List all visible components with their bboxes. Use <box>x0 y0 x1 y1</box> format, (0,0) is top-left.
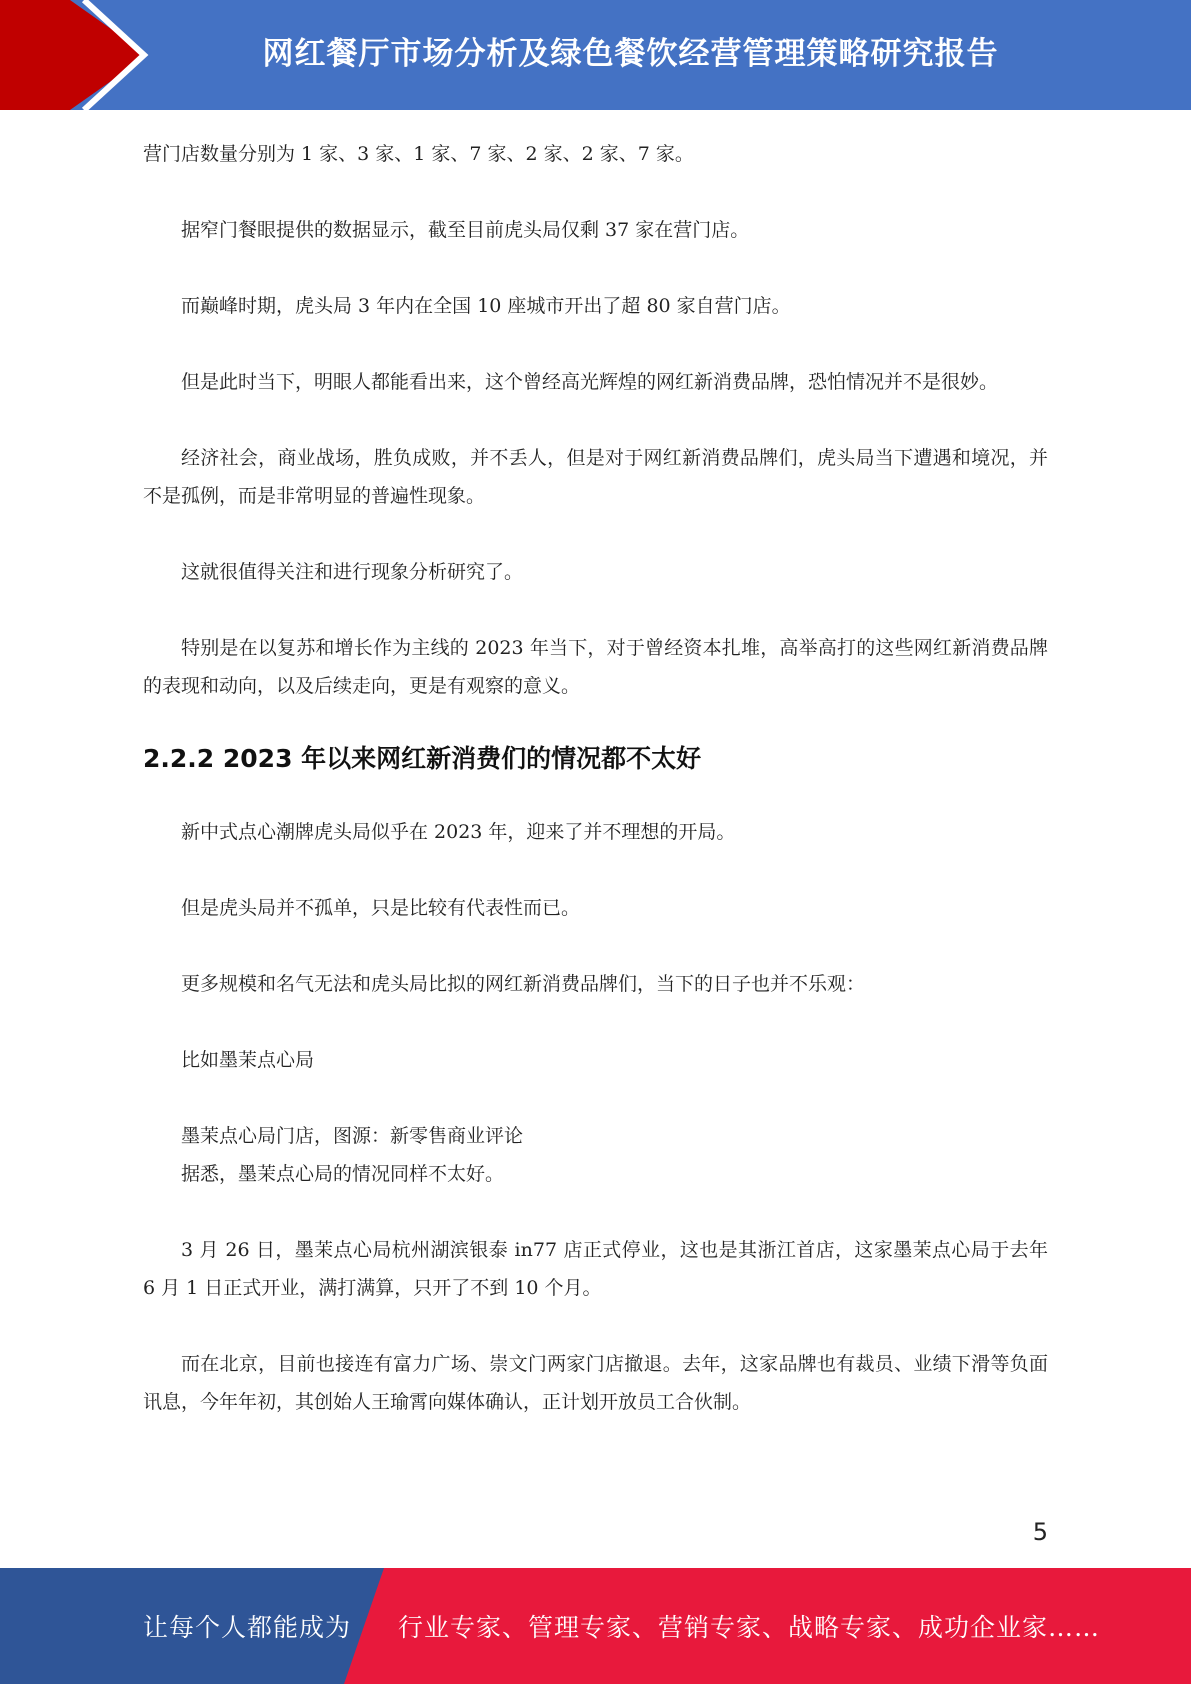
paragraph: 但是此时当下，明眼人都能看出来，这个曾经高光辉煌的网红新消费品牌，恐怕情况并不是很妙。 <box>181 371 999 393</box>
image-caption: 墨茉点心局门店，图源：新零售商业评论 <box>181 1125 524 1147</box>
paragraph: 据悉，墨茉点心局的情况同样不太好。 <box>181 1163 505 1185</box>
section-heading: 2.2.2 2023 年以来网红新消费们的情况都不太好 <box>143 744 702 773</box>
paragraph: 而巅峰时期，虎头局 3 年内在全国 10 座城市开出了超 80 家自营门店。 <box>181 295 791 317</box>
page-body <box>143 135 1048 1459</box>
paragraph: 但是虎头局并不孤单，只是比较有代表性而已。 <box>181 897 581 919</box>
paragraph: 新中式点心潮牌虎头局似乎在 2023 年，迎来了并不理想的开局。 <box>181 821 736 843</box>
paragraph: 营门店数量分别为 1 家、3 家、1 家、7 家、2 家、2 家、7 家。 <box>143 143 694 165</box>
paragraph: 比如墨茉点心局 <box>181 1049 315 1071</box>
page-number: 5 <box>1032 1518 1048 1546</box>
paragraph: 经济社会，商业战场，胜负成败，并不丢人，但是对于网红新消费品牌们，虎头局当下遭遇和境况，并不是孤例，而是非常明显的普遍性现象。 <box>143 447 1048 507</box>
paragraph: 3 月 26 日，墨茉点心局杭州湖滨银泰 in77 店正式停业，这也是其浙江首店，这家墨茉点心局于去年 6 月 1 日正式开业，满打满算，只开了不到 10 个月。 <box>143 1239 1048 1299</box>
paragraph: 特别是在以复苏和增长作为主线的 2023 年当下，对于曾经资本扎堆，高举高打的这些网红新消费品牌的表现和动向，以及后续走向，更是有观察的意义。 <box>143 637 1048 697</box>
paragraph: 这就很值得关注和进行现象分析研究了。 <box>181 561 524 583</box>
footer-slogan-right: 行业专家、管理专家、营销专家、战略专家、成功企业家…… <box>398 1613 1101 1642</box>
page-footer <box>0 1568 1191 1684</box>
paragraph: 更多规模和名气无法和虎头局比拟的网红新消费品牌们，当下的日子也并不乐观： <box>181 973 866 995</box>
page-header <box>0 0 1191 110</box>
document-title: 网红餐厅市场分析及绿色餐饮经营管理策略研究报告 <box>262 36 999 72</box>
paragraph: 据窄门餐眼提供的数据显示，截至目前虎头局仅剩 37 家在营门店。 <box>181 219 750 241</box>
footer-slogan-left: 让每个人都能成为 <box>143 1613 352 1642</box>
paragraph: 而在北京，目前也接连有富力广场、崇文门两家门店撤退。去年，这家品牌也有裁员、业绩下滑等负面讯息，今年年初，其创始人王瑜霄向媒体确认，正计划开放员工合伙制。 <box>143 1353 1048 1413</box>
